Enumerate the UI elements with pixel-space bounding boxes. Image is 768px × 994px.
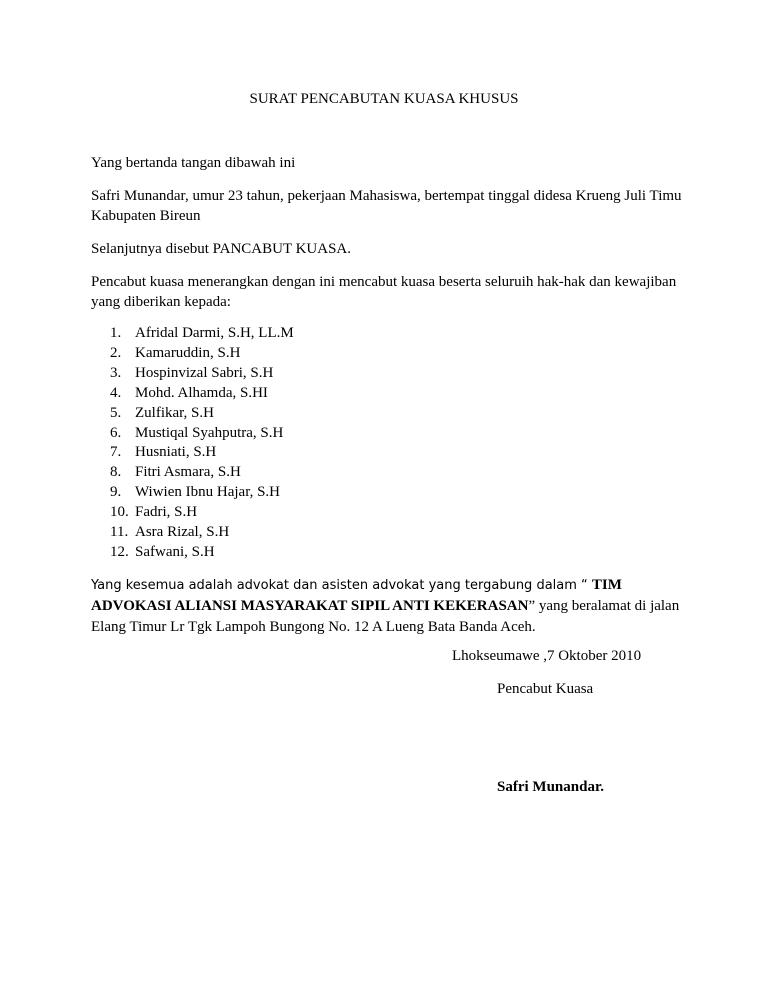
statement-paragraph: Pencabut kuasa menerangkan dengan ini mencabut kuasa beserta seluruih hak-hak dan kewajiban yang diberikan kepada: xyxy=(91,274,677,310)
intro-paragraph: Yang bertanda tangan dibawah ini xyxy=(91,155,296,171)
attorney-name: Wiwien Ibnu Hajar, S.H xyxy=(135,484,281,501)
closing-lead: Yang kesemua adalah advokat dan asisten advokat yang tergabung dalam “ xyxy=(91,578,592,593)
organization-name: TIM ADVOKASI ALIANSI MASYARAKAT SIPIL ANTI KEKERASAN xyxy=(91,577,622,614)
signer-role: Pencabut Kuasa xyxy=(497,681,594,697)
list-item xyxy=(91,324,294,344)
document-title: SURAT PENCABUTAN KUASA KHUSUS xyxy=(249,91,519,107)
list-number: 11. xyxy=(110,524,129,541)
closing-paragraph xyxy=(91,575,701,638)
list-number: 3. xyxy=(110,364,122,381)
attorney-name: Husniati, S.H xyxy=(135,444,217,461)
list-item xyxy=(91,503,294,523)
list-item xyxy=(91,543,294,563)
identity-paragraph: Safri Munandar, umur 23 tahun, pekerjaan Mahasiswa, bertempat tinggal didesa Krueng Juli Timu Kabupaten Bireun xyxy=(91,188,682,224)
list-number: 1. xyxy=(110,325,122,341)
list-number: 9. xyxy=(110,484,122,501)
attorney-list xyxy=(91,324,294,563)
attorney-name: Zulfikar, S.H xyxy=(135,404,214,421)
list-number: 4. xyxy=(110,384,122,401)
attorney-name: Fadri, S.H xyxy=(135,504,198,521)
signer-name: Safri Munandar. xyxy=(497,779,604,795)
list-number: 6. xyxy=(110,424,122,441)
attorney-name: Mustiqal Syahputra, S.H xyxy=(135,424,284,441)
list-number: 10. xyxy=(110,504,129,521)
attorney-name: Hospinvizal Sabri, S.H xyxy=(135,364,274,381)
list-number: 12. xyxy=(110,543,129,560)
list-number: 7. xyxy=(110,444,122,461)
list-number: 2. xyxy=(110,344,122,361)
list-item xyxy=(91,364,294,384)
list-item xyxy=(91,344,294,364)
attorney-name: Mohd. Alhamda, S.HI xyxy=(135,384,268,401)
attorney-name: Fitri Asmara, S.H xyxy=(135,464,241,481)
closing-tail: ” yang beralamat di jalan Elang Timur Lr Tgk Lampoh Bungong No. 12 A Lueng Bata Banda Aceh. xyxy=(91,598,680,635)
list-item xyxy=(91,523,294,543)
attorney-name: Kamaruddin, S.H xyxy=(135,344,241,361)
list-number: 5. xyxy=(110,404,122,421)
list-item xyxy=(91,404,294,424)
list-item xyxy=(91,424,294,444)
list-item xyxy=(91,483,294,503)
place-date: Lhokseumawe ,7 Oktober 2010 xyxy=(452,648,642,664)
list-item xyxy=(91,463,294,483)
designation-paragraph: Selanjutnya disebut PANCABUT KUASA. xyxy=(91,241,352,257)
list-item xyxy=(91,384,294,404)
attorney-name: Asra Rizal, S.H xyxy=(135,524,230,541)
list-item xyxy=(91,443,294,463)
list-number: 8. xyxy=(110,464,122,481)
attorney-name: Safwani, S.H xyxy=(135,543,215,560)
attorney-name: Afridal Darmi, S.H, LL.M xyxy=(135,325,294,341)
